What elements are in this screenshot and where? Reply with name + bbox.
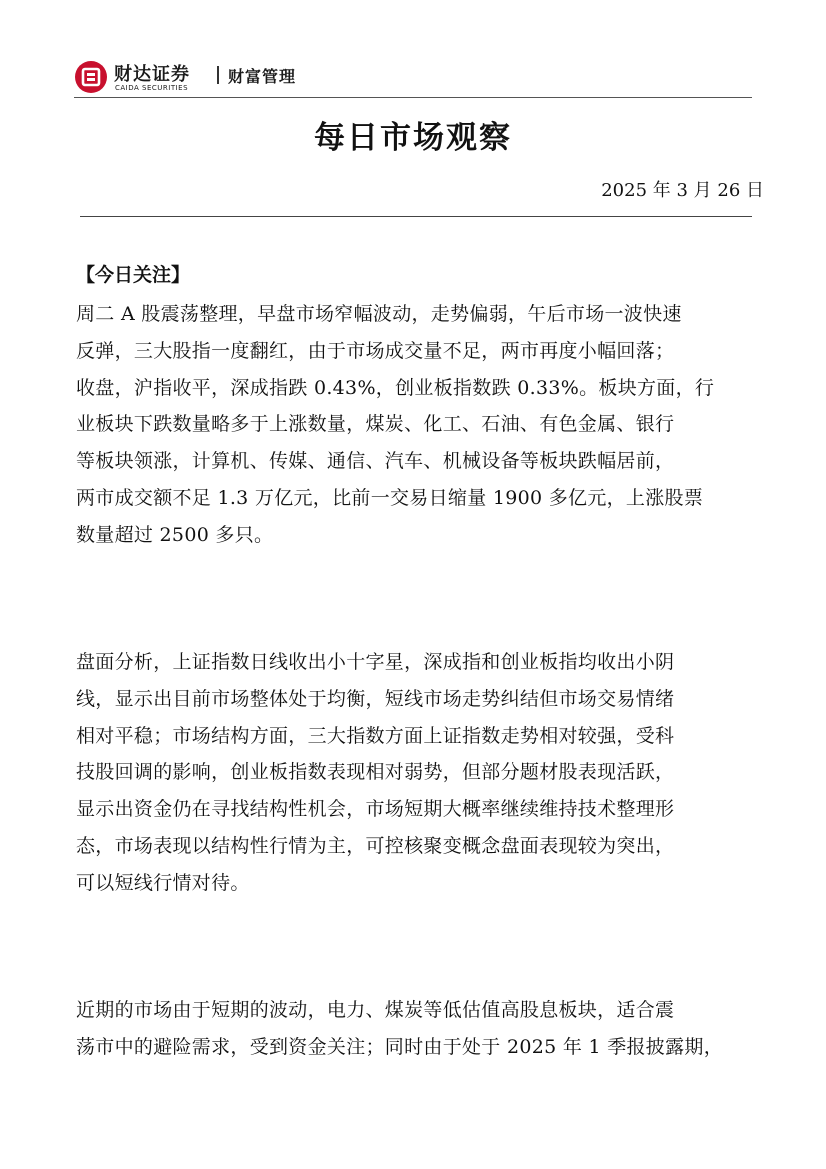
text-line: 盘面分析，上证指数日线收出小十字星，深成指和创业板指均收出小阴 xyxy=(76,651,675,673)
text-line: 可以短线行情对待。 xyxy=(76,871,250,894)
text-line: 相对平稳；市场结构方面，三大指数方面上证指数走势相对较强，受科 xyxy=(76,724,675,747)
document-title: 每日市场观察 xyxy=(314,120,512,156)
brand-subtitle: 财富管理 xyxy=(228,67,297,86)
text-line: 线，显示出目前市场整体处于均衡，短线市场走势纠结但市场交易情绪 xyxy=(76,687,675,710)
text-line: 态，市场表现以结构性行情为主，可控核聚变概念盘面表现较为突出， xyxy=(76,834,675,857)
brand-divider xyxy=(217,66,219,84)
paragraph-market-summary xyxy=(76,296,766,554)
section-heading: 【今日关注】 xyxy=(76,264,191,286)
brand-name-en: CAIDA SECURITIES xyxy=(115,84,189,92)
paragraph-market-analysis xyxy=(76,644,766,902)
caida-logo-icon xyxy=(74,60,108,94)
text-line: 周二 A 股震荡整理，早盘市场窄幅波动，走势偏弱，午后市场一波快速 xyxy=(76,303,682,325)
text-line: 等板块领涨，计算机、传媒、通信、汽车、机械设备等板块跌幅居前， xyxy=(76,450,675,473)
page-header xyxy=(74,58,754,98)
text-line: 业板块下跌数量略多于上涨数量，煤炭、化工、石油、有色金属、银行 xyxy=(76,413,675,436)
text-line: 反弹，三大股指一度翻红，由于市场成交量不足，两市再度小幅回落； xyxy=(76,339,675,362)
text-line: 两市成交额不足 1.3 万亿元，比前一交易日缩量 1900 多亿元，上涨股票 xyxy=(76,486,704,509)
date-divider xyxy=(80,216,752,217)
text-line: 显示出资金仍在寻找结构性机会，市场短期大概率继续维持技术整理形 xyxy=(76,798,675,821)
text-line: 近期的市场由于短期的波动，电力、煤炭等低估值高股息板块，适合震 xyxy=(76,999,675,1021)
header-divider xyxy=(74,97,752,98)
brand-name-cn: 财达证券 xyxy=(114,64,190,85)
text-line: 技股回调的影响，创业板指数表现相对弱势，但部分题材股表现活跃， xyxy=(76,761,675,784)
text-line: 荡市中的避险需求，受到资金关注；同时由于处于 2025 年 1 季报披露期， xyxy=(76,1035,724,1058)
text-line: 数量超过 2500 多只。 xyxy=(76,523,274,546)
text-line: 收盘，沪指收平，深成指跌 0.43%，创业板指数跌 0.33%。板块方面，行 xyxy=(76,376,715,399)
document-date: 2025 年 3 月 26 日 xyxy=(601,180,764,201)
paragraph-recent-market xyxy=(76,992,766,1066)
